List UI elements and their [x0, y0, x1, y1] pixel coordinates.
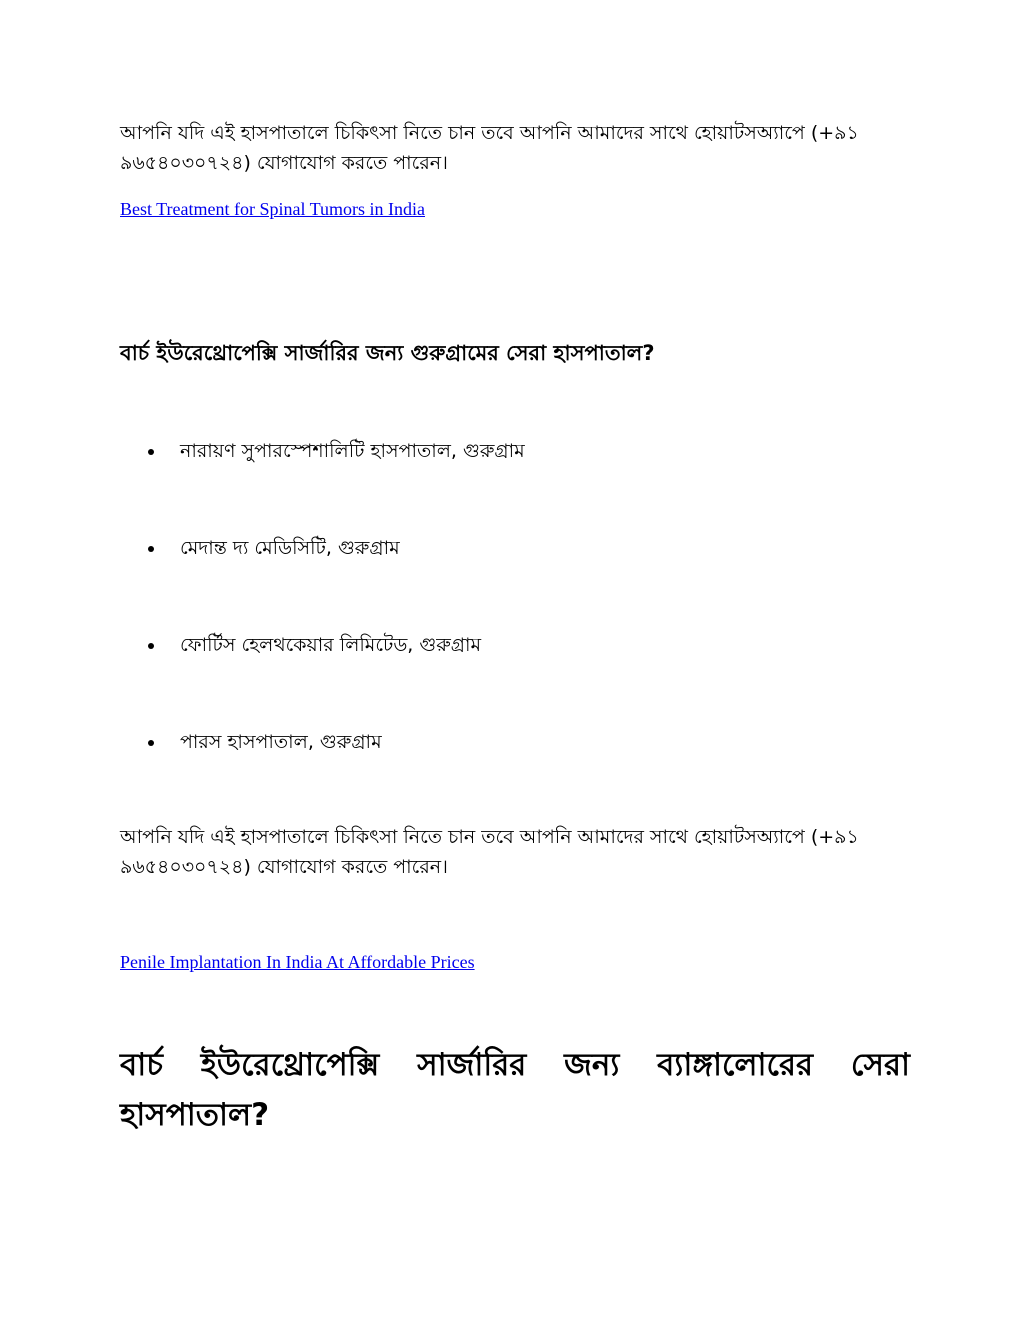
list-item [148, 727, 382, 757]
bullet-icon [148, 546, 154, 552]
hospital-name: পারস হাসপাতাল, গুরুগ্রাম [180, 731, 382, 753]
list-item [148, 436, 525, 466]
hospital-name: ফোর্টিস হেলথকেয়ার লিমিটেড, গুরুগ্রাম [180, 634, 482, 656]
heading-bangalore-hospitals: বার্চ ইউরেথ্রোপেক্সি সার্জারির জন্য ব্যাঙ্গালোরের সেরা হাসপাতাল? [120, 1047, 910, 1133]
contact-paragraph-1: আপনি যদি এই হাসপাতালে চিকিৎসা নিতে চান তবে আপনি আমাদের সাথে হোয়াটসঅ্যাপে (+৯১ ৯৬৫৪০৩০৭২৪) যোগাযোগ করতে পারেন। [120, 122, 859, 174]
bullet-icon [148, 740, 154, 746]
list-item [148, 533, 400, 563]
hospital-name: মেদান্ত দ্য মেডিসিটি, গুরুগ্রাম [180, 537, 400, 559]
bullet-icon [148, 449, 154, 455]
list-item [148, 630, 481, 660]
spinal-tumors-link[interactable]: Best Treatment for Spinal Tumors in India [120, 199, 426, 219]
bullet-icon [148, 643, 154, 649]
penile-implantation-link[interactable]: Penile Implantation In India At Affordable Prices [120, 952, 475, 972]
contact-paragraph-2: আপনি যদি এই হাসপাতালে চিকিৎসা নিতে চান তবে আপনি আমাদের সাথে হোয়াটসঅ্যাপে (+৯১ ৯৬৫৪০৩০৭২৪) যোগাযোগ করতে পারেন। [120, 826, 859, 878]
heading-gurugram-hospitals: বার্চ ইউরেথ্রোপেক্সি সার্জারির জন্য গুরুগ্রামের সেরা হাসপাতাল? [120, 341, 655, 365]
hospital-name: নারায়ণ সুপারস্পেশালিটি হাসপাতাল, গুরুগ্রাম [180, 440, 525, 462]
